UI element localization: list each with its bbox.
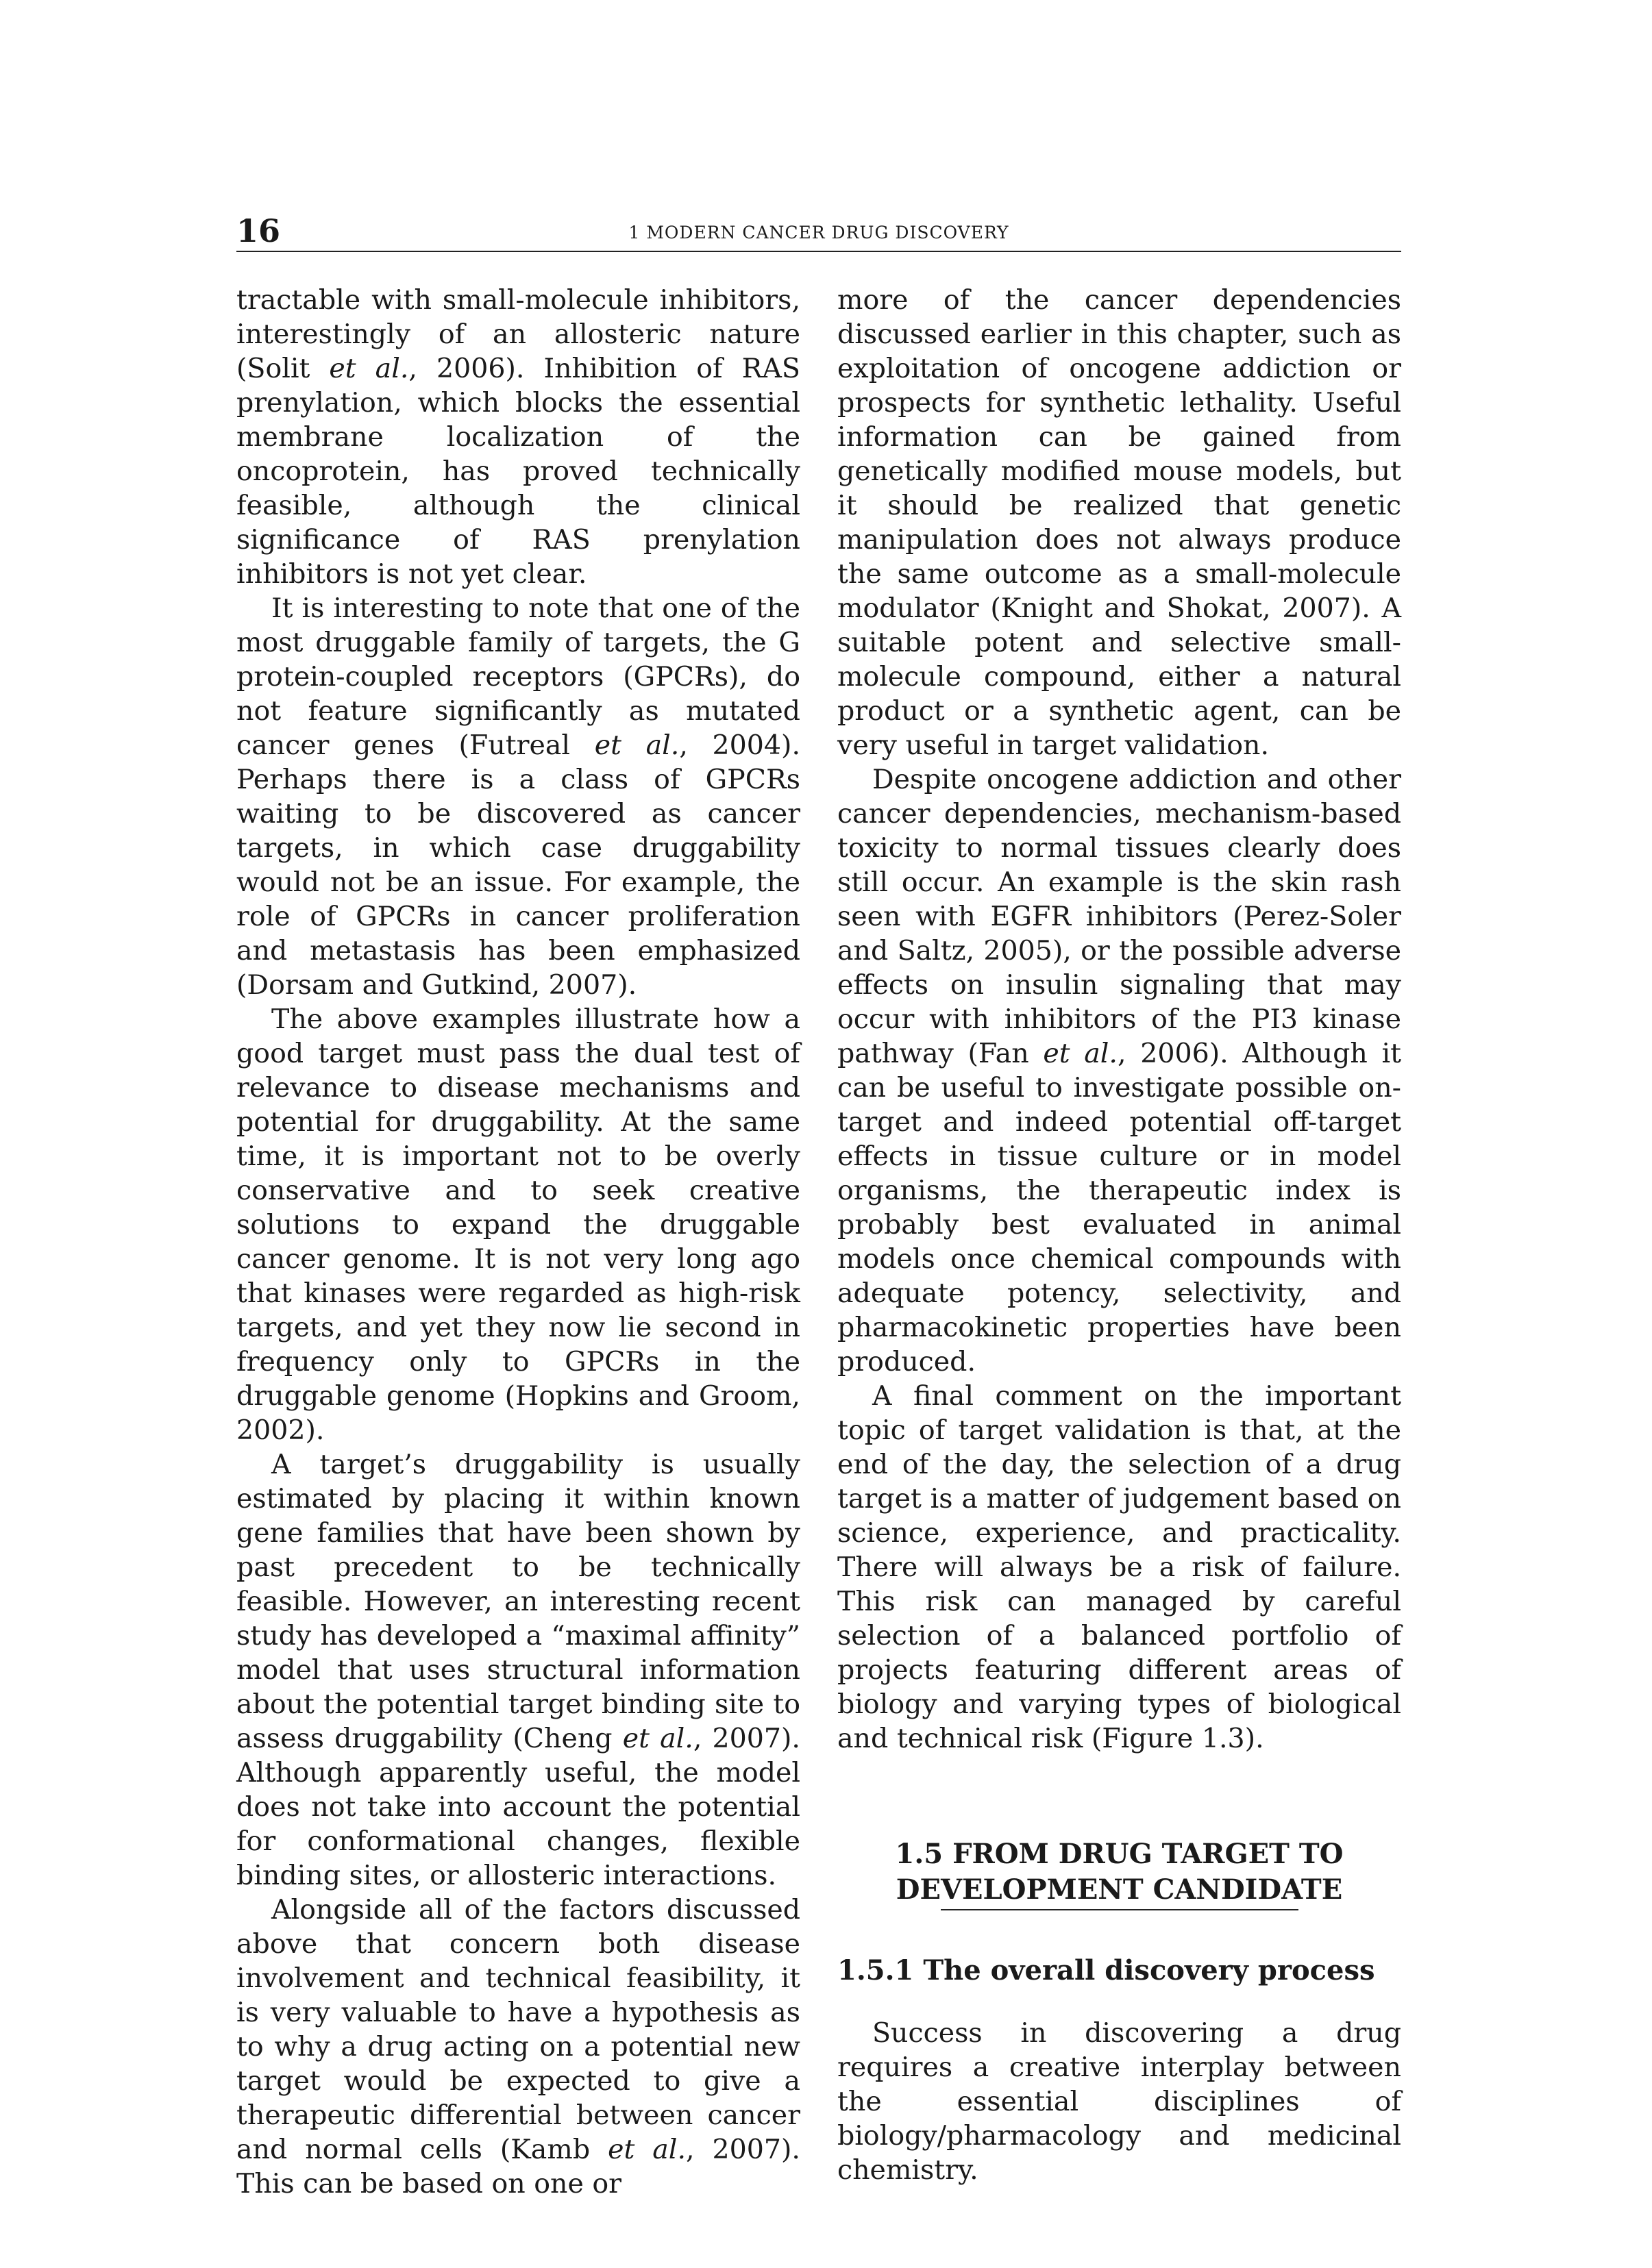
paragraph: Success in discovering a drug requires a creative interplay between the essential disciplines of biology/pharmacology and medicinal chemistry.	[837, 2017, 1401, 2186]
paragraph: tractable with small-molecule inhibitors, interestingly of an allosteric nature (Solit et al., 2006). Inhibition of RAS prenylation, which blocks the essential membrane localization of the oncoprotein, has proved technically feasible, although the clinical significance of RAS prenylation inhibitors is not yet clear.	[236, 284, 800, 590]
left-column	[236, 283, 800, 2201]
section-heading-line: 1.5 FROM DRUG TARGET TO	[895, 1838, 1344, 1870]
section-rule	[941, 1909, 1298, 1910]
section-heading	[837, 1836, 1401, 1908]
paragraph: It is interesting to note that one of the most druggable family of targets, the G protein-coupled receptors (GPCRs), do not feature significantly as mutated cancer genes (Futreal et al., 2004). Perhaps there is a class of GPCRs waiting to be discovered as cancer targets, in which case druggability would not be an issue. For example, the role of GPCRs in cancer proliferation and metastasis has been emphasized (Dorsam and Gutkind, 2007).	[236, 593, 801, 1001]
right-column	[837, 283, 1401, 2187]
paragraph: more of the cancer dependencies discussed earlier in this chapter, such as exploitation of oncogene addiction or prospects for synthetic lethality. Useful information can be gained from genetically modified mouse models, but it should be realized that genetic manipulation does not always produce the same outcome as a small-molecule modulator (Knight and Shokat, 2007). A suitable potent and selective small-molecule compound, either a natural product or a synthetic agent, can be very useful in target validation.	[837, 284, 1401, 761]
subsection-title: The overall discovery process	[923, 1954, 1375, 1986]
paragraph: The above examples illustrate how a good target must pass the dual test of relevance to disease mechanisms and potential for druggability. At the same time, it is important not to be overly conservative and to seek creative solutions to expand the druggable cancer genome. It is not very long ago that kinases were regarded as high-risk targets, and yet they now lie second in frequency only to GPCRs in the druggable genome (Hopkins and Groom, 2002).	[236, 1004, 800, 1446]
subsection-heading	[837, 1953, 1401, 1989]
section-heading-line: DEVELOPMENT CANDIDATE	[896, 1873, 1343, 1906]
paragraph: Despite oncogene addiction and other cancer dependencies, mechanism-based toxicity to normal tissues clearly does still occur. An example is the skin rash seen with EGFR inhibitors (Perez-Soler and Saltz, 2005), or the possible adverse effects on insulin signaling that may occur with inhibitors of the PI3 kinase pathway (Fan et al., 2006). Although it can be useful to investigate possible on-target and indeed potential off-target effects in tissue culture or in model organisms, the therapeutic index is probably best evaluated in animal models once chemical compounds with adequate potency, selectivity, and pharmacokinetic properties have been produced.	[837, 764, 1401, 1378]
paragraph: A target’s druggability is usually estimated by placing it within known gene families that have been shown by past precedent to be technically feasible. However, an interesting recent study has developed a “maximal affinity” model that uses structural information about the potential target binding site to assess druggability (Cheng et al., 2007). Although apparently useful, the model does not take into account the potential for conformational changes, flexible binding sites, or allosteric interactions.	[236, 1449, 800, 1891]
paragraph: Alongside all of the factors discussed above that concern both disease involvement and technical feasibility, it is very valuable to have a hypothesis as to why a drug acting on a potential new target would be expected to give a therapeutic differential between cancer and normal cells (Kamb et al., 2007). This can be based on one or	[236, 1894, 800, 2200]
running-head: 1 MODERN CANCER DRUG DISCOVERY	[628, 223, 1009, 242]
subsection-number: 1.5.1	[837, 1954, 914, 1986]
paragraph: A final comment on the important topic of target validation is that, at the end of the day, the selection of a drug target is a matter of judgement based on science, experience, and practicality. There will always be a risk of failure. This risk can managed by careful selection of a balanced portfolio of projects featuring different areas of biology and varying types of biological and technical risk (Figure 1.3).	[837, 1380, 1401, 1754]
page-header	[236, 211, 1401, 252]
page-number: 16	[236, 212, 281, 249]
